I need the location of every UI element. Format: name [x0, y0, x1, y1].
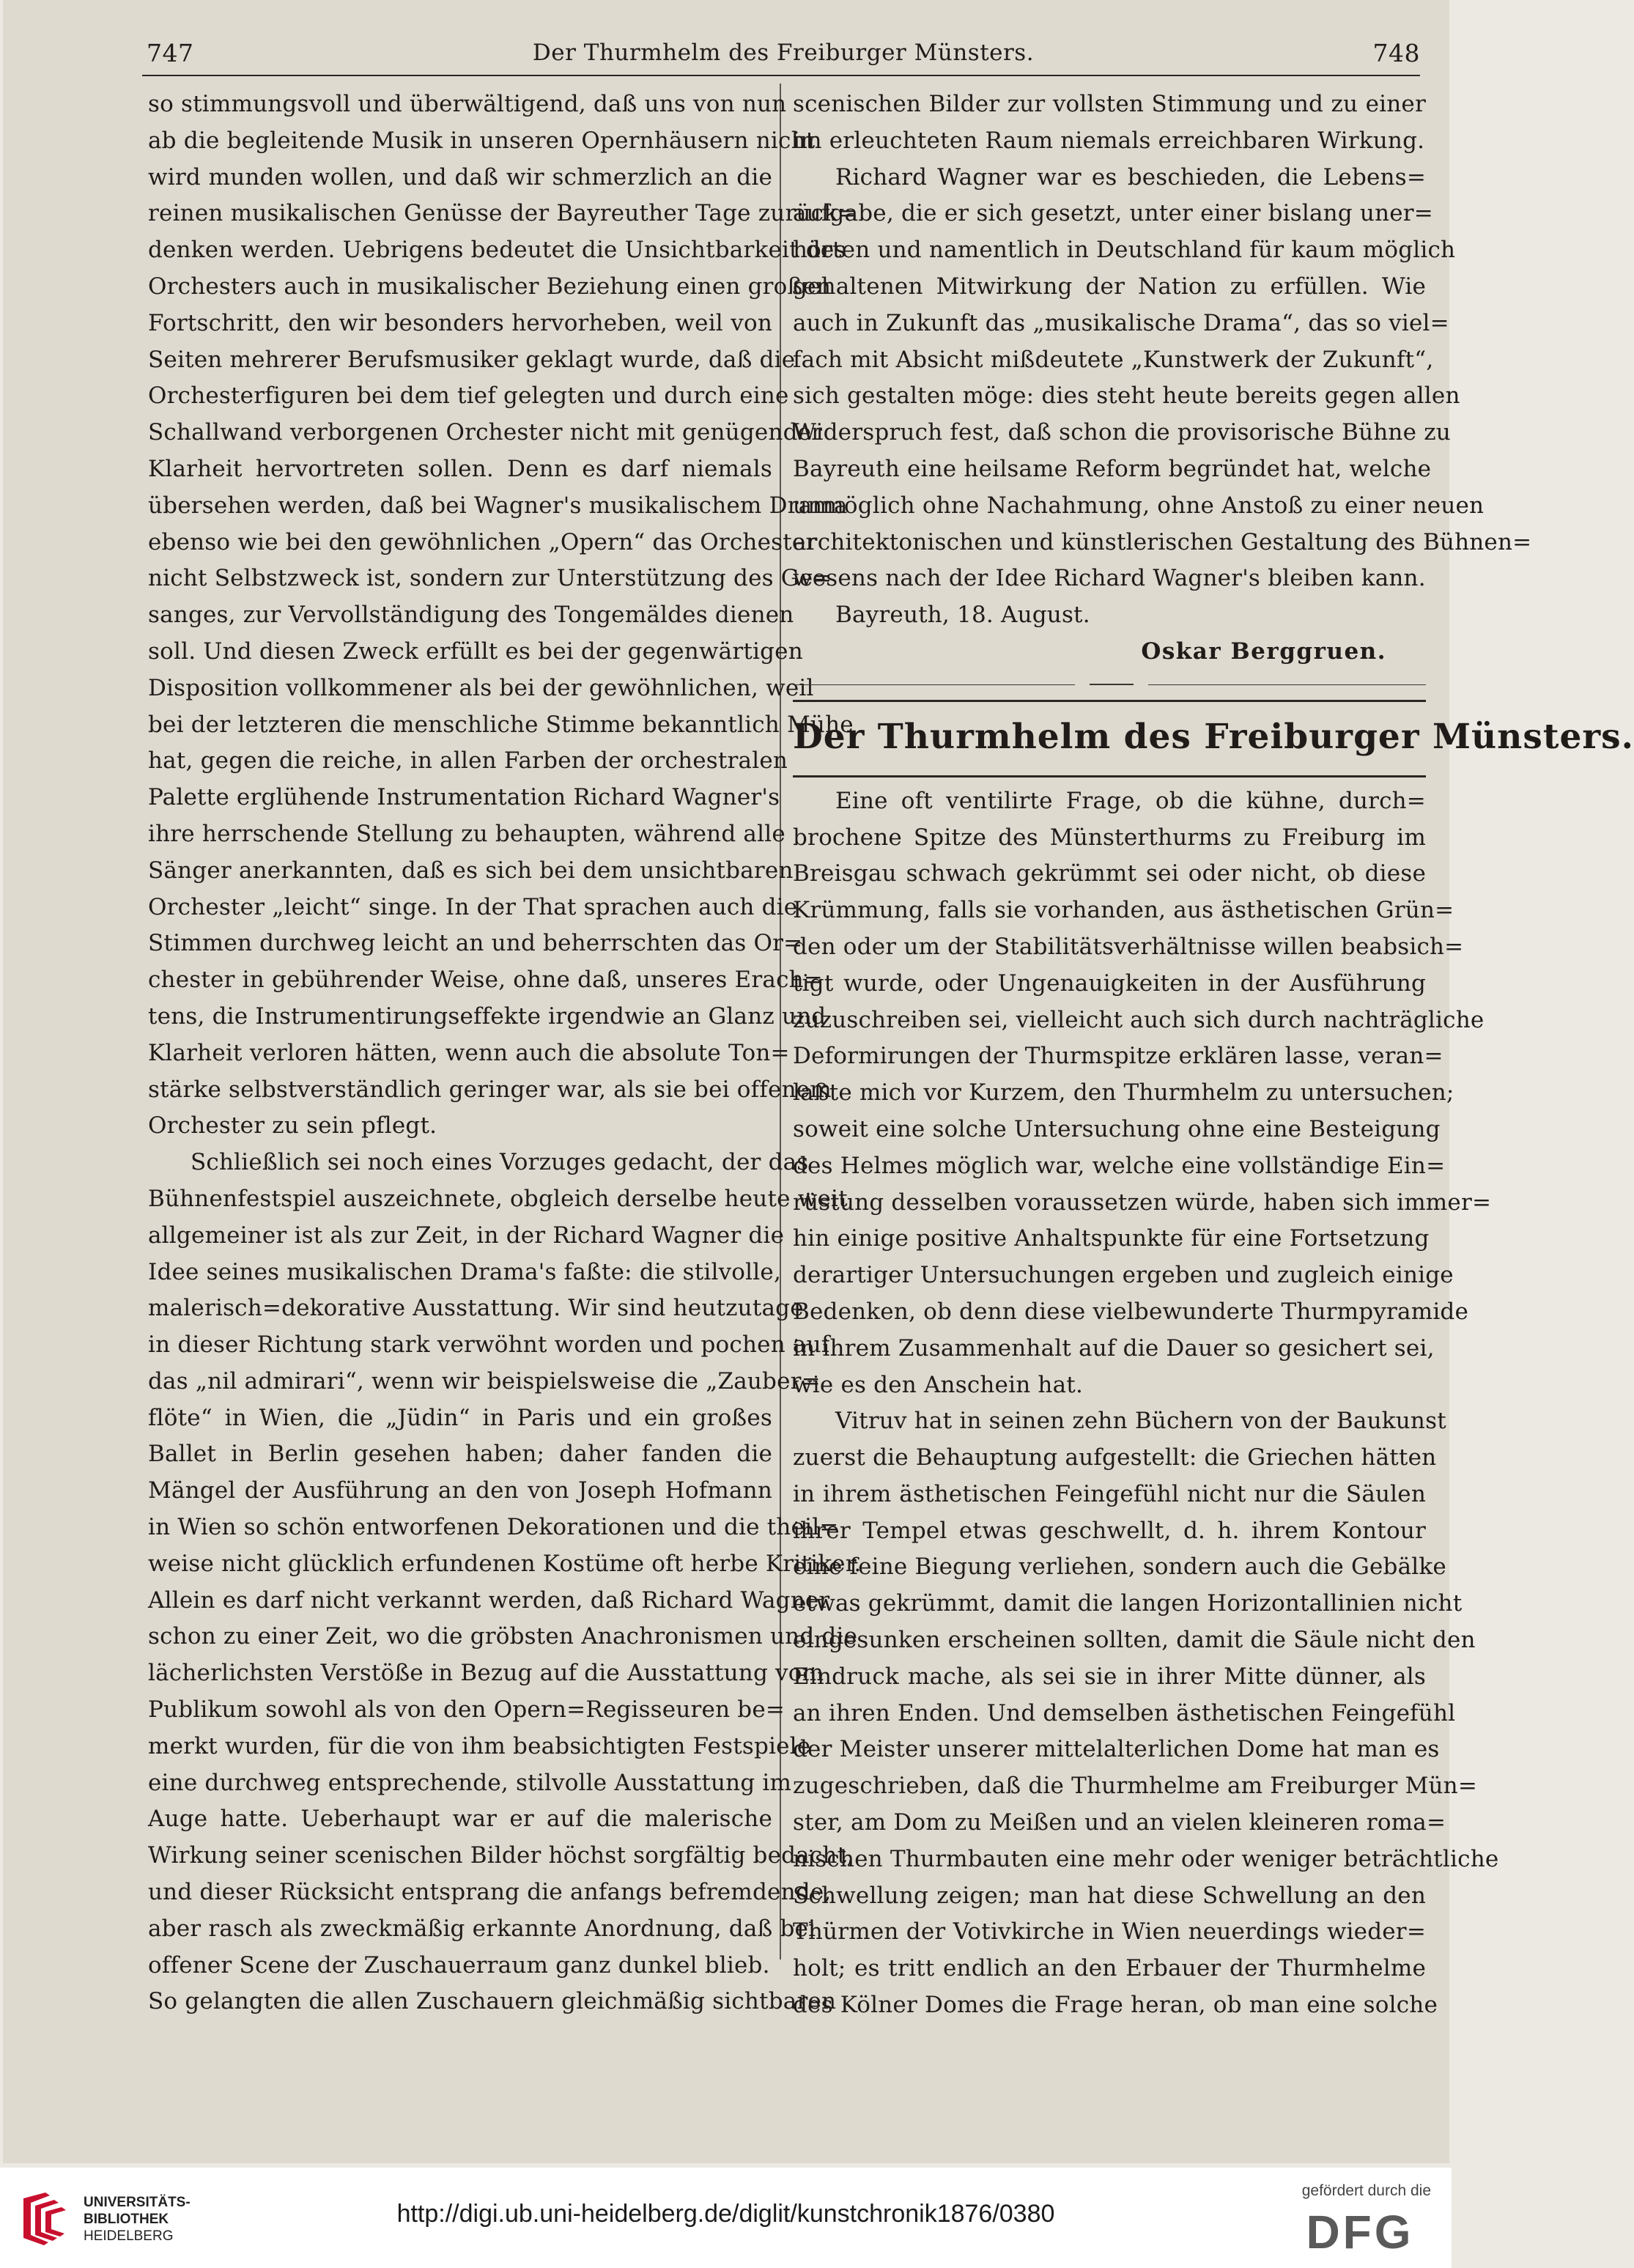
- text-line: Eindruck mache, als sei sie in ihrer Mitte dünner, als: [793, 1663, 1426, 1690]
- text-line: Vitruv hat in seinen zehn Büchern von der Baukunst: [835, 1408, 1446, 1435]
- text-line: wie es den Anschein hat.: [793, 1371, 1083, 1398]
- permalink-url[interactable]: http://digi.ub.uni-heidelberg.de/diglit/kunstchronik1876/0380: [396, 2200, 1055, 2228]
- dfg-logo-icon: [1290, 2206, 1430, 2258]
- text-line: ihre herrschende Stellung zu behaupten, während alle: [148, 820, 785, 847]
- text-line: architektonischen und künstlerischen Gestaltung des Bühnen=: [793, 528, 1532, 555]
- text-line: unmöglich ohne Nachahmung, ohne Anstoß zu einer neuen: [793, 492, 1485, 519]
- section-title: Der Thurmhelm des Freiburger Münsters.: [793, 700, 1426, 777]
- footer-bar: [0, 2168, 1452, 2268]
- text-line: Breisgau schwach gekrümmt sei oder nicht, ob diese: [793, 860, 1426, 887]
- text-line: sich gestalten möge: dies steht heute bereits gegen allen: [793, 383, 1460, 410]
- text-line: wird munden wollen, und daß wir schmerzlich an die: [148, 163, 772, 191]
- text-line: stärke selbstverständlich geringer war, als sie bei offenem: [148, 1076, 832, 1103]
- text-line: holt; es tritt endlich an den Erbauer der Thurmhelme: [793, 1955, 1426, 1982]
- running-title: Der Thurmhelm des Freiburger Münsters.: [532, 40, 1035, 66]
- dfg-logo-text: DFG: [1306, 2206, 1414, 2258]
- text-line: Bayreuth, 18. August.: [835, 602, 1090, 629]
- text-line: aber rasch als zweckmäßig erkannte Anordnung, daß bei: [148, 1915, 816, 1942]
- section-separator: [793, 671, 1426, 700]
- text-line: etwas gekrümmt, damit die langen Horizontallinien nicht: [793, 1590, 1463, 1617]
- text-line: eine feine Biegung verliehen, sondern auch die Gebälke: [793, 1554, 1446, 1581]
- text-line: Bedenken, ob denn diese vielbewunderte Thurmpyramide: [793, 1298, 1469, 1325]
- text-line: tens, die Instrumentirungseffekte irgendwie an Glanz und: [148, 1002, 827, 1030]
- text-line: hin einige positive Anhaltspunkte für eine Fortsetzung: [793, 1225, 1430, 1252]
- text-line: Deformirungen der Thurmspitze erklären lasse, veran=: [793, 1043, 1443, 1070]
- text-line: das „nil admirari“, wenn wir beispielsweise die „Zauber=: [148, 1367, 821, 1395]
- text-line: Auge hatte. Ueberhaupt war er auf die malerische: [148, 1806, 772, 1833]
- text-line: flöte“ in Wien, die „Jüdin“ in Paris und ein großes: [148, 1404, 772, 1431]
- text-line: wesens nach der Idee Richard Wagner's bleiben kann.: [793, 565, 1426, 592]
- text-line: Stimmen durchweg leicht an und beherrschten das Or=: [148, 930, 803, 957]
- text-line: soll. Und diesen Zweck erfüllt es bei der gegenwärtigen: [148, 638, 803, 665]
- text-line: des Kölner Domes die Frage heran, ob man eine solche: [793, 1992, 1438, 2019]
- text-line: Thürmen der Votivkirche in Wien neuerdings wieder=: [793, 1918, 1426, 1946]
- text-line: Ballet in Berlin gesehen haben; daher fanden die: [148, 1441, 772, 1468]
- author-signature: Oskar Berggruen.: [1141, 638, 1386, 665]
- text-line: Schließlich sei noch eines Vorzuges gedacht, der das: [191, 1149, 809, 1176]
- text-line: chester in gebührender Weise, ohne daß, unseres Erach=: [148, 967, 823, 994]
- text-line: soweit eine solche Untersuchung ohne eine Besteigung: [793, 1115, 1441, 1142]
- text-line: Schwellung zeigen; man hat diese Schwellung an den: [793, 1882, 1426, 1909]
- right-column: [793, 86, 1634, 2024]
- text-line: zuerst die Behauptung aufgestellt: die Griechen hätten: [793, 1444, 1437, 1471]
- text-line: in ihrem ästhetischen Feingefühl nicht nur die Säulen: [793, 1480, 1426, 1507]
- text-line: nicht Selbstzweck ist, sondern zur Unterstützung des Ge=: [148, 565, 832, 592]
- text-line: scenischen Bilder zur vollsten Stimmung und zu einer: [793, 91, 1426, 117]
- text-line: Bayreuth eine heilsame Reform begründet hat, welche: [793, 455, 1432, 482]
- text-line: gehaltenen Mitwirkung der Nation zu erfüllen. Wie: [793, 273, 1426, 300]
- text-line: tigt wurde, oder Ungenauigkeiten in der Ausführung: [793, 969, 1426, 997]
- text-line: im erleuchteten Raum niemals erreichbaren Wirkung.: [793, 127, 1425, 154]
- text-line: Sänger anerkannten, daß es sich bei dem unsichtbaren: [148, 857, 794, 884]
- text-line: Bühnenfestspiel auszeichnete, obgleich derselbe heute weit: [148, 1185, 848, 1212]
- text-line: Mängel der Ausführung an den von Joseph Hofmann: [148, 1477, 772, 1504]
- text-line: Allein es darf nicht verkannt werden, daß Richard Wagner: [148, 1587, 830, 1614]
- text-line: merkt wurden, für die von ihm beabsichtigten Festspiele: [148, 1732, 811, 1759]
- text-line: Wirkung seiner scenischen Bilder höchst sorgfältig bedacht,: [148, 1842, 854, 1869]
- new-article-body: [793, 783, 1499, 2024]
- text-line: Orchesters auch in musikalischer Beziehung einen großen: [148, 273, 832, 300]
- running-header: [147, 31, 1420, 75]
- text-line: zugeschrieben, daß die Thurmhelme am Freiburger Mün=: [793, 1773, 1478, 1800]
- text-line: den oder um der Stabilitätsverhältnisse willen beabsich=: [793, 933, 1464, 960]
- text-line: und dieser Rücksicht entsprang die anfangs befremdende,: [148, 1879, 832, 1906]
- text-line: Seiten mehrerer Berufsmusiker geklagt wurde, daß die: [148, 346, 796, 373]
- text-line: lächerlichsten Verstöße in Bezug auf die Ausstattung vom: [148, 1660, 824, 1687]
- text-line: ab die begleitende Musik in unseren Opernhäusern nicht: [148, 127, 816, 154]
- library-name-line1: UNIVERSITÄTS-: [84, 2195, 191, 2210]
- text-line: sanges, zur Vervollständigung des Tongemäldes dienen: [148, 602, 794, 629]
- text-line: denken werden. Uebrigens bedeutet die Unsichtbarkeit des: [148, 237, 846, 264]
- text-line: hörten und namentlich in Deutschland für kaum möglich: [793, 237, 1456, 264]
- text-line: Orchester „leicht“ singe. In der That sprachen auch die: [148, 893, 798, 920]
- text-line: derartiger Untersuchungen ergeben und zugleich einige: [793, 1262, 1454, 1289]
- text-line: hat, gegen die reiche, in allen Farben der orchestralen: [148, 747, 788, 775]
- text-line: auch in Zukunft das „musikalische Drama“, das so viel=: [793, 309, 1449, 336]
- scanned-page: [3, 0, 1634, 2163]
- text-line: Widerspruch fest, daß schon die provisorische Bühne zu: [793, 419, 1451, 446]
- text-line: Publikum sowohl als von den Opern=Regisseuren be=: [148, 1696, 785, 1724]
- text-line: Orchesterfiguren bei dem tief gelegten und durch eine: [148, 383, 789, 410]
- text-line: Schallwand verborgenen Orchester nicht mit genügender: [148, 419, 823, 446]
- text-line: Fortschritt, den wir besonders hervorheben, weil von: [148, 309, 772, 336]
- text-line: Krümmung, falls sie vorhanden, aus ästhetischen Grün=: [793, 897, 1454, 924]
- text-line: brochene Spitze des Münsterthurms zu Freiburg im: [793, 824, 1426, 851]
- text-line: zuzuschreiben sei, vielleicht auch sich durch nachträgliche: [793, 1006, 1485, 1033]
- text-line: schon zu einer Zeit, wo die gröbsten Anachronismen und die: [148, 1623, 858, 1650]
- text-line: rüstung desselben voraussetzen würde, haben sich immer=: [793, 1189, 1492, 1216]
- text-line: in ihrem Zusammenhalt auf die Dauer so gesichert sei,: [793, 1334, 1435, 1362]
- text-line: bei der letzteren die menschliche Stimme bekanntlich Mühe: [148, 711, 854, 738]
- text-line: weise nicht glücklich erfundenen Kostüme oft herbe Kritiker.: [148, 1550, 862, 1577]
- text-line: allgemeiner ist als zur Zeit, in der Richard Wagner die: [148, 1222, 785, 1249]
- text-line: in dieser Richtung stark verwöhnt worden und pochen auf: [148, 1331, 830, 1359]
- text-line: Eine oft ventilirte Frage, ob die kühne, durch=: [835, 787, 1426, 814]
- text-line: ster, am Dom zu Meißen und an vielen kleineren roma=: [793, 1809, 1446, 1836]
- text-line: der Meister unserer mittelalterlichen Dome hat man es: [793, 1736, 1440, 1763]
- text-line: Richard Wagner war es beschieden, die Lebens=: [835, 163, 1426, 191]
- text-line: so stimmungsvoll und überwältigend, daß uns von nun: [148, 91, 787, 117]
- text-line: Klarheit hervortreten sollen. Denn es darf niemals: [148, 455, 772, 482]
- text-line: in Wien so schön entworfenen Dekorationen und die theil=: [148, 1514, 839, 1541]
- funded-by-text: gefördert durch die: [1301, 2182, 1431, 2199]
- library-name-line2: BIBLIOTHEK: [84, 2212, 169, 2227]
- text-line: übersehen werden, daß bei Wagner's musikalischem Drama: [148, 492, 848, 519]
- text-line: offener Scene der Zuschauerraum ganz dunkel blieb.: [148, 1951, 770, 1979]
- text-line: malerisch=dekorative Ausstattung. Wir sind heutzutage: [148, 1295, 804, 1322]
- header-rule: [142, 75, 1420, 76]
- text-line: ebenso wie bei den gewöhnlichen „Opern“ das Orchester: [148, 528, 817, 555]
- text-line: Palette erglühende Instrumentation Richard Wagner's: [148, 784, 780, 811]
- article-continuation: [793, 86, 1532, 634]
- text-line: ihrer Tempel etwas geschwellt, d. h. ihrem Kontour: [793, 1517, 1426, 1544]
- left-column: [148, 86, 862, 2020]
- text-line: des Helmes möglich war, welche eine vollständige Ein=: [793, 1152, 1446, 1179]
- text-line: So gelangten die allen Zuschauern gleichmäßig sichtbaren: [148, 1988, 837, 2015]
- text-line: laßte mich vor Kurzem, den Thurmhelm zu untersuchen;: [793, 1079, 1454, 1107]
- text-line: Orchester zu sein pflegt.: [148, 1112, 437, 1139]
- library-name-line3: HEIDELBERG: [84, 2228, 174, 2244]
- text-line: aufgabe, die er sich gesetzt, unter einer bislang uner=: [793, 200, 1433, 227]
- text-line: reinen musikalischen Genüsse der Bayreuther Tage zurück=: [148, 200, 857, 227]
- text-line: eingesunken erscheinen sollten, damit die Säule nicht den: [793, 1627, 1476, 1654]
- text-line: nischen Thurmbauten eine mehr oder weniger beträchtliche: [793, 1845, 1499, 1872]
- page-number-left: 747: [147, 38, 194, 67]
- text-line: Klarheit verloren hätten, wenn auch die absolute Ton=: [148, 1039, 790, 1066]
- text-line: an ihren Enden. Und demselben ästhetischen Feingefühl: [793, 1699, 1456, 1726]
- text-line: Disposition vollkommener als bei der gewöhnlichen, weil: [148, 674, 814, 701]
- text-line: Idee seines musikalischen Drama's faßte: die stilvolle,: [148, 1258, 781, 1285]
- text-line: eine durchweg entsprechende, stilvolle Ausstattung im: [148, 1769, 792, 1796]
- page-number-right: 748: [1372, 38, 1420, 67]
- text-line: fach mit Absicht mißdeutete „Kunstwerk der Zukunft“,: [793, 346, 1434, 373]
